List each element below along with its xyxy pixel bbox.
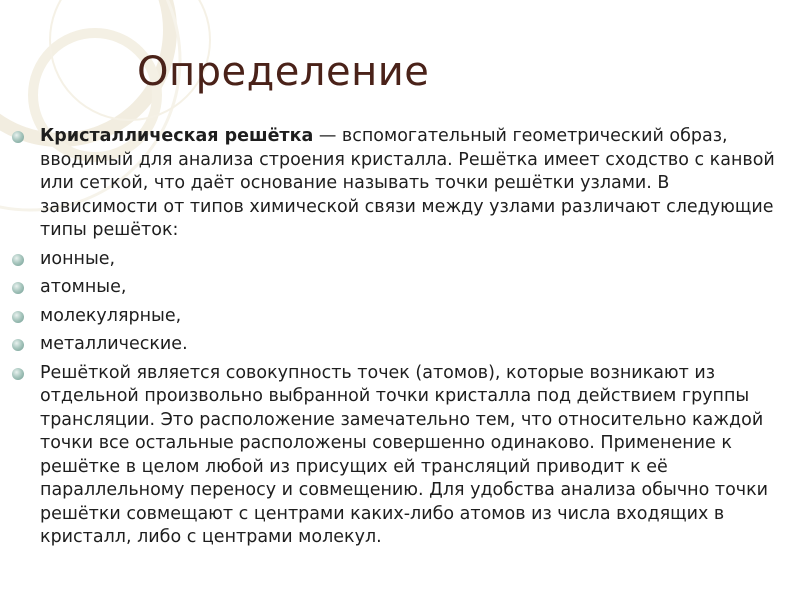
slide-title: Определение <box>137 49 430 95</box>
list-item <box>12 333 777 357</box>
bullet-icon <box>12 368 24 380</box>
lattice-type: молекулярные, <box>40 305 182 326</box>
lattice-type: атомные, <box>40 277 127 297</box>
bullet-icon <box>12 254 24 266</box>
list-item <box>12 125 777 243</box>
bullet-icon <box>12 339 24 351</box>
lattice-type: металлические. <box>40 334 188 354</box>
bullet-icon <box>12 282 24 294</box>
list-item <box>12 276 777 300</box>
term: Кристаллическая решётка <box>40 126 314 146</box>
slide-body <box>12 125 777 555</box>
lattice-type: ионные, <box>40 248 116 269</box>
bullet-icon <box>12 131 24 143</box>
lattice-description: Решёткой является совокупность точек (атомов), которые возникают из отдельной произвольно выбранной точки кристалла под действием группы трансляции. Это расположение замечательно тем, что относительно каждой точки все остальные расположены совершенно одинаково. Применение к решётке в целом любой из присущих ей трансляций приводит к её параллельному переносу и совмещению. Для удобства анализа обычно точки решётки совмещают с центрами каких-либо атомов из числа входящих в кристалл, либо с центрами молекул. <box>40 362 769 547</box>
list-item <box>12 248 777 272</box>
bullet-icon <box>12 311 24 323</box>
list-item <box>12 362 777 550</box>
definition-text: — вспомогательный геометрический образ, вводимый для анализа строения кристалла. Решётка имеет сходство с канвой или сеткой, что даёт основание называть точки решётки узлами. В зависимости от типов химической связи между узлами различают следующие типы решёток: <box>40 126 775 240</box>
list-item <box>12 305 777 329</box>
